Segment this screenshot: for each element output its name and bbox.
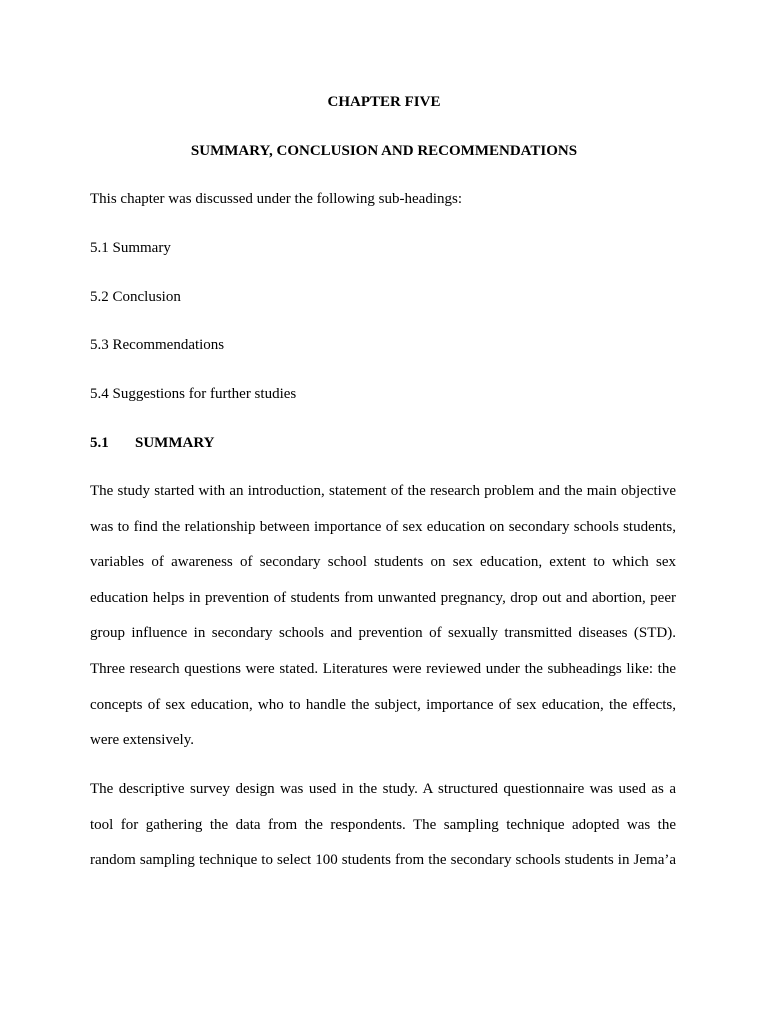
paragraph-line: random sampling technique to select 100 students from the secondary schools students in Jema’a (90, 852, 676, 869)
section-title: SUMMARY, CONCLUSION AND RECOMMENDATIONS (190, 143, 578, 159)
chapter-title: CHAPTER FIVE (327, 94, 441, 110)
paragraph-line: tool for gathering the data from the respondents. The sampling technique adopted was the (90, 816, 676, 833)
paragraph-line: variables of awareness of secondary school students on sex education, extent to which sex (90, 554, 676, 571)
intro-text: This chapter was discussed under the following sub-headings: (90, 191, 463, 207)
summary-heading (90, 434, 214, 452)
paragraph-line: education helps in prevention of students from unwanted pregnancy, drop out and abortion, peer (90, 589, 676, 606)
paragraph-line: The study started with an introduction, statement of the research problem and the main objective (90, 483, 676, 499)
subheading-conclusion: 5.2 Conclusion (90, 289, 181, 305)
paragraph-line: group influence in secondary schools and prevention of sexually transmitted diseases (STD). (90, 625, 676, 642)
summary-heading-title: SUMMARY (135, 435, 215, 451)
paragraph-1 (90, 482, 676, 749)
subheading-suggestions: 5.4 Suggestions for further studies (90, 386, 297, 402)
paragraph-line: Three research questions were stated. Literatures were reviewed under the subheadings like: the (90, 660, 676, 677)
paragraph-line: were extensively. (90, 732, 194, 749)
paragraph-line: concepts of sex education, who to handle the subject, importance of sex education, the effects, (90, 696, 676, 713)
subheading-summary: 5.1 Summary (90, 240, 171, 256)
paragraph-line: The descriptive survey design was used in the study. A structured questionnaire was used as a (90, 781, 676, 797)
paragraph-2 (90, 780, 676, 869)
subheading-recommendations: 5.3 Recommendations (90, 337, 225, 353)
summary-heading-number: 5.1 (90, 435, 109, 451)
paragraph-line: was to find the relationship between importance of sex education on secondary schools students, (90, 518, 676, 535)
